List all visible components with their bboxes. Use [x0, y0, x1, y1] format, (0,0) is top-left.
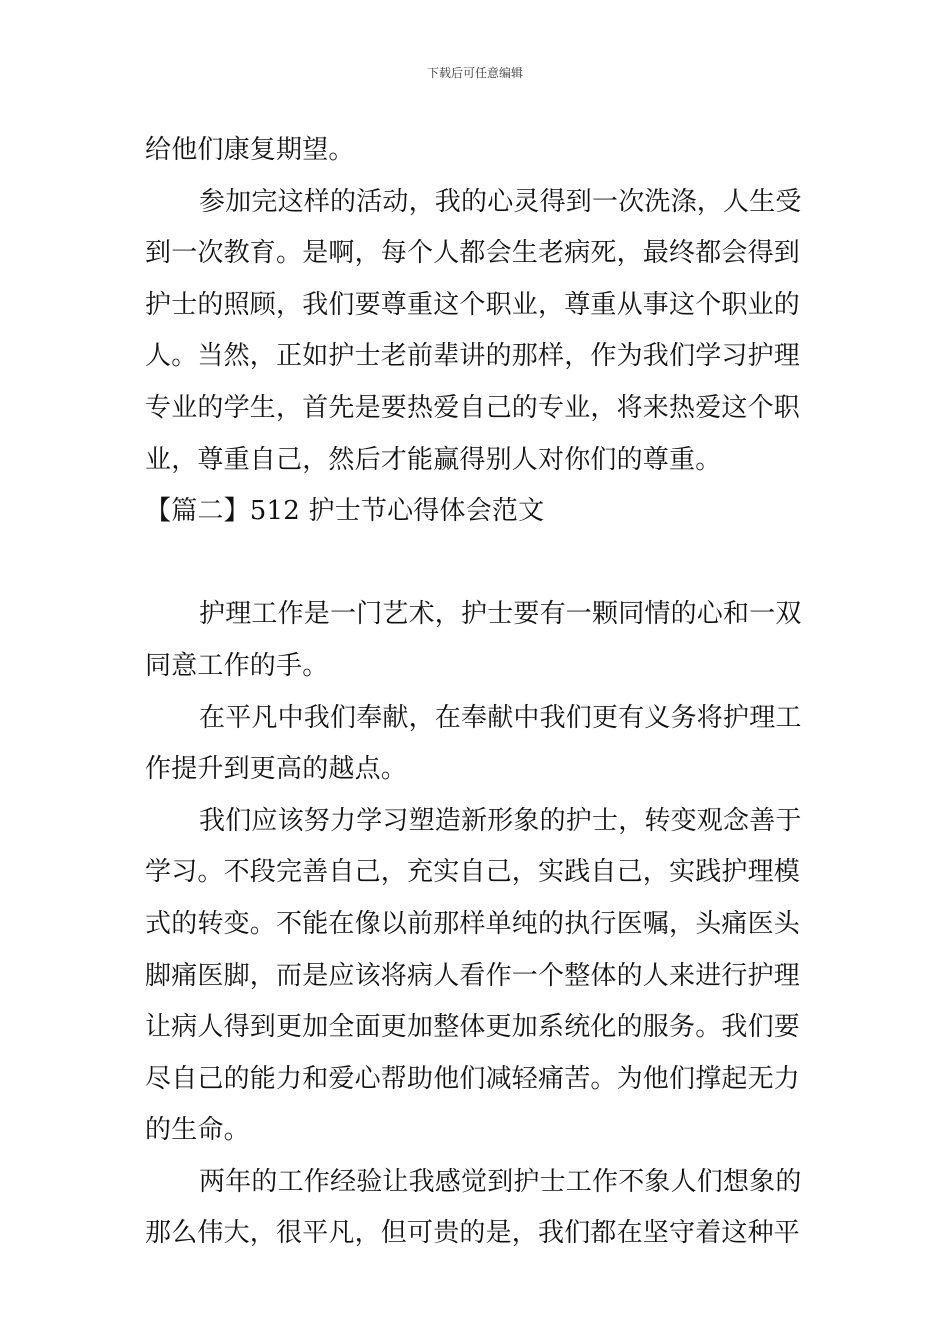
text-line: 业，尊重自己，然后才能赢得别人对你们的尊重。 [145, 444, 722, 475]
text-line: 在平凡中我们奉献，在奉献中我们更有义务将护理工 [199, 702, 802, 733]
text-line: 参加完这样的活动，我的心灵得到一次洗涤，人生受 [199, 186, 802, 217]
text-line: 作提升到更高的越点。 [145, 754, 408, 785]
text-line: 的生命。 [145, 1115, 250, 1146]
text-line: 脚痛医脚，而是应该将病人看作一个整体的人来进行护理 [145, 960, 801, 991]
text-line: 式的转变。不能在像以前那样单纯的执行医嘱，头痛医头 [145, 908, 801, 939]
section-heading: 【篇二】512 护士节心得体会范文 [145, 496, 545, 527]
text-line: 给他们康复期望。 [145, 135, 355, 165]
text-line: 专业的学生，首先是要热爱自己的专业，将来热爱这个职 [145, 392, 801, 423]
text-line: 学习。不段完善自己，充实自己，实践自己，实践护理模 [145, 857, 801, 888]
text-line: 尽自己的能力和爱心帮助他们减轻痛苦。为他们撑起无力 [145, 1063, 801, 1094]
text-line: 护士的照顾，我们要尊重这个职业，尊重从事这个职业的 [145, 289, 801, 320]
text-line: 到一次教育。是啊，每个人都会生老病死，最终都会得到 [145, 238, 801, 269]
text-line: 让病人得到更加全面更加整体更加系统化的服务。我们要 [145, 1012, 801, 1043]
text-line: 人。当然，正如护士老前辈讲的那样，作为我们学习护理 [145, 341, 801, 372]
blank-line [145, 538, 807, 590]
text-line: 那么伟大，很平凡，但可贵的是，我们都在坚守着这种平 [145, 1218, 801, 1249]
text-line: 护理工作是一门艺术，护士要有一颗同情的心和一双 [199, 599, 802, 630]
text-line: 我们应该努力学习塑造新形象的护士，转变观念善于 [199, 805, 802, 836]
document-body [145, 125, 807, 1260]
page-header: 下载后可任意编辑 [426, 66, 523, 80]
text-line: 两年的工作经验让我感觉到护士工作不象人们想象的 [199, 1166, 802, 1197]
text-line: 同意工作的手。 [145, 650, 329, 681]
